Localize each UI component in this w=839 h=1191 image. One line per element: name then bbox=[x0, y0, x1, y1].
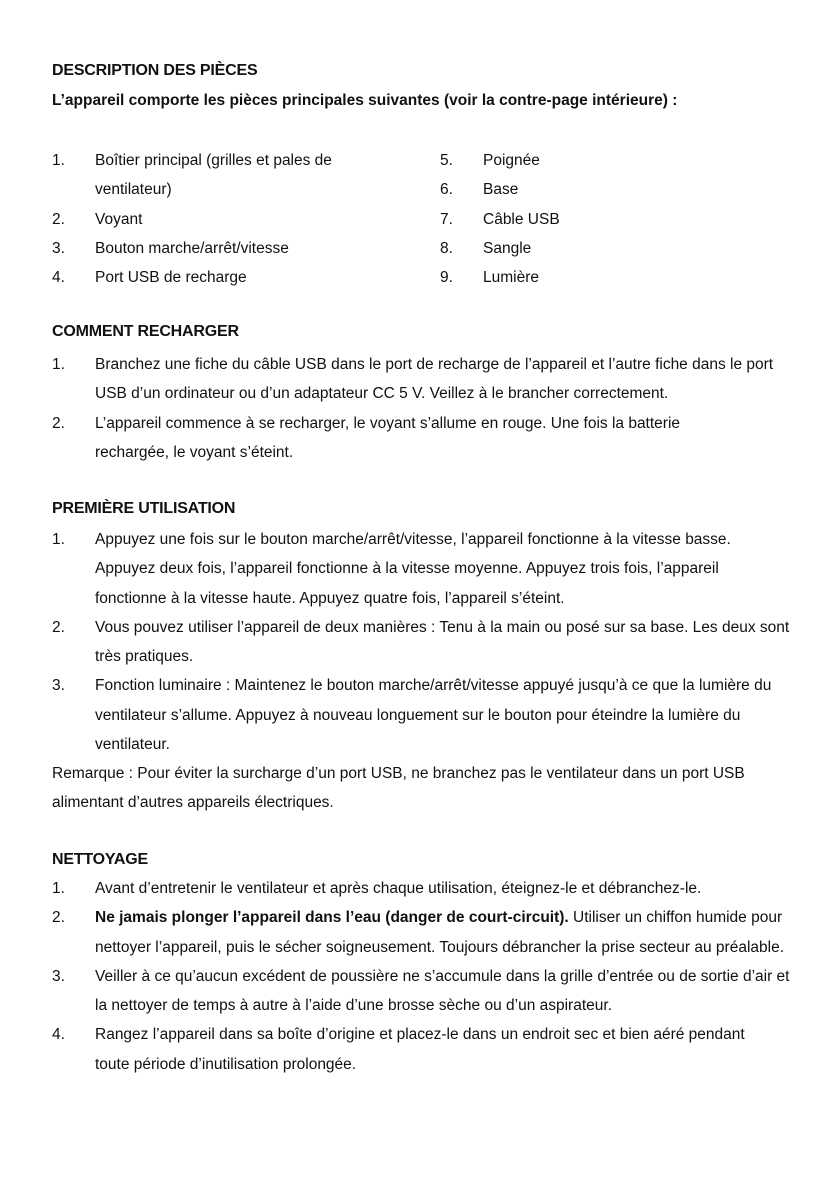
list-item: 7. Câble USB bbox=[440, 210, 560, 228]
list-item: 6. Base bbox=[440, 181, 519, 199]
usb-note: Remarque : Pour éviter la surcharge d’un port USB, ne branchez pas le ventilateur dans un port USB alimentant d’autres appareils électriques. bbox=[52, 765, 745, 812]
warning-text: Ne jamais plonger l’appareil dans l’eau (danger de court-circuit). bbox=[95, 909, 569, 927]
cleaning-list bbox=[52, 874, 797, 1079]
list-item: 2. Voyant bbox=[52, 210, 143, 228]
section-title-cleaning: NETTOYAGE bbox=[52, 851, 149, 868]
section-title-parts: DESCRIPTION DES PIÈCES bbox=[52, 62, 258, 79]
parts-intro: L’appareil comporte les pièces principales suivantes (voir la contre-page intérieure) : bbox=[52, 92, 678, 109]
parts-list-right bbox=[440, 146, 760, 292]
list-item: 3. Bouton marche/arrêt/vitesse bbox=[52, 239, 289, 257]
list-item: 3. Veiller à ce qu’aucun excédent de poussière ne s’accumule dans la grille d’entrée ou de sortie d’air et la nettoyer de temps à autre à l’aide d’une brosse sèche ou d’un aspirateur. bbox=[52, 967, 790, 1015]
list-item: 4. Port USB de recharge bbox=[52, 269, 247, 287]
list-item: 5. Poignée bbox=[440, 152, 540, 169]
section-title-first-use: PREMIÈRE UTILISATION bbox=[52, 500, 236, 517]
list-item: 2. Ne jamais plonger l’appareil dans l’eau (danger de court-circuit). Utiliser un chiffon humide pour nettoyer l’appareil, puis le sécher soigneusement. Toujours débrancher la prise secteur au préalable. bbox=[52, 909, 785, 956]
list-item: 1. Avant d’entretenir le ventilateur et après chaque utilisation, éteignez-le et débranchez-le. bbox=[52, 880, 702, 897]
list-item: 2. L’appareil commence à se recharger, le voyant s’allume en rouge. Une fois la batterie rechargée, le voyant s’éteint. bbox=[52, 414, 681, 461]
charging-list bbox=[52, 350, 797, 467]
list-item: 8. Sangle bbox=[440, 239, 532, 257]
list-item: 3. Fonction luminaire : Maintenez le bouton marche/arrêt/vitesse appuyé jusqu’à ce que la lumière du ventilateur s’allume. Appuyez à nouveau longuement sur le bouton pour éteindre la lumière du ventilateur. bbox=[52, 677, 772, 754]
list-item: 2. Vous pouvez utiliser l’appareil de deux manières : Tenu à la main ou posé sur sa base. Les deux sont très pratiques. bbox=[52, 618, 790, 666]
list-item: 1. Boîtier principal (grilles et pales de ventilateur) bbox=[52, 152, 332, 199]
parts-list-left bbox=[52, 146, 412, 292]
list-item: 1. Appuyez une fois sur le bouton marche/arrêt/vitesse, l’appareil fonctionne à la vitesse basse. Appuyez deux fois, l’appareil fonctionne à la vitesse moyenne. Appuyez trois fois, l’appareil fonctionne à la vitesse haute. Appuyez quatre fois, l’appareil s’éteint. bbox=[52, 531, 731, 607]
list-item: 4. Rangez l’appareil dans sa boîte d’origine et placez-le dans un endroit sec et bien aéré pendant toute période d’inutilisation prolongée. bbox=[52, 1026, 745, 1073]
section-title-charging: COMMENT RECHARGER bbox=[52, 323, 239, 340]
list-item: 9. Lumière bbox=[440, 269, 539, 287]
list-item: 1. Branchez une fiche du câble USB dans le port de recharge de l’appareil et l’autre fiche dans le port USB d’un ordinateur ou d’un adaptateur CC 5 V. Veillez à le brancher correctement. bbox=[52, 356, 774, 403]
first-use-list bbox=[52, 525, 797, 759]
